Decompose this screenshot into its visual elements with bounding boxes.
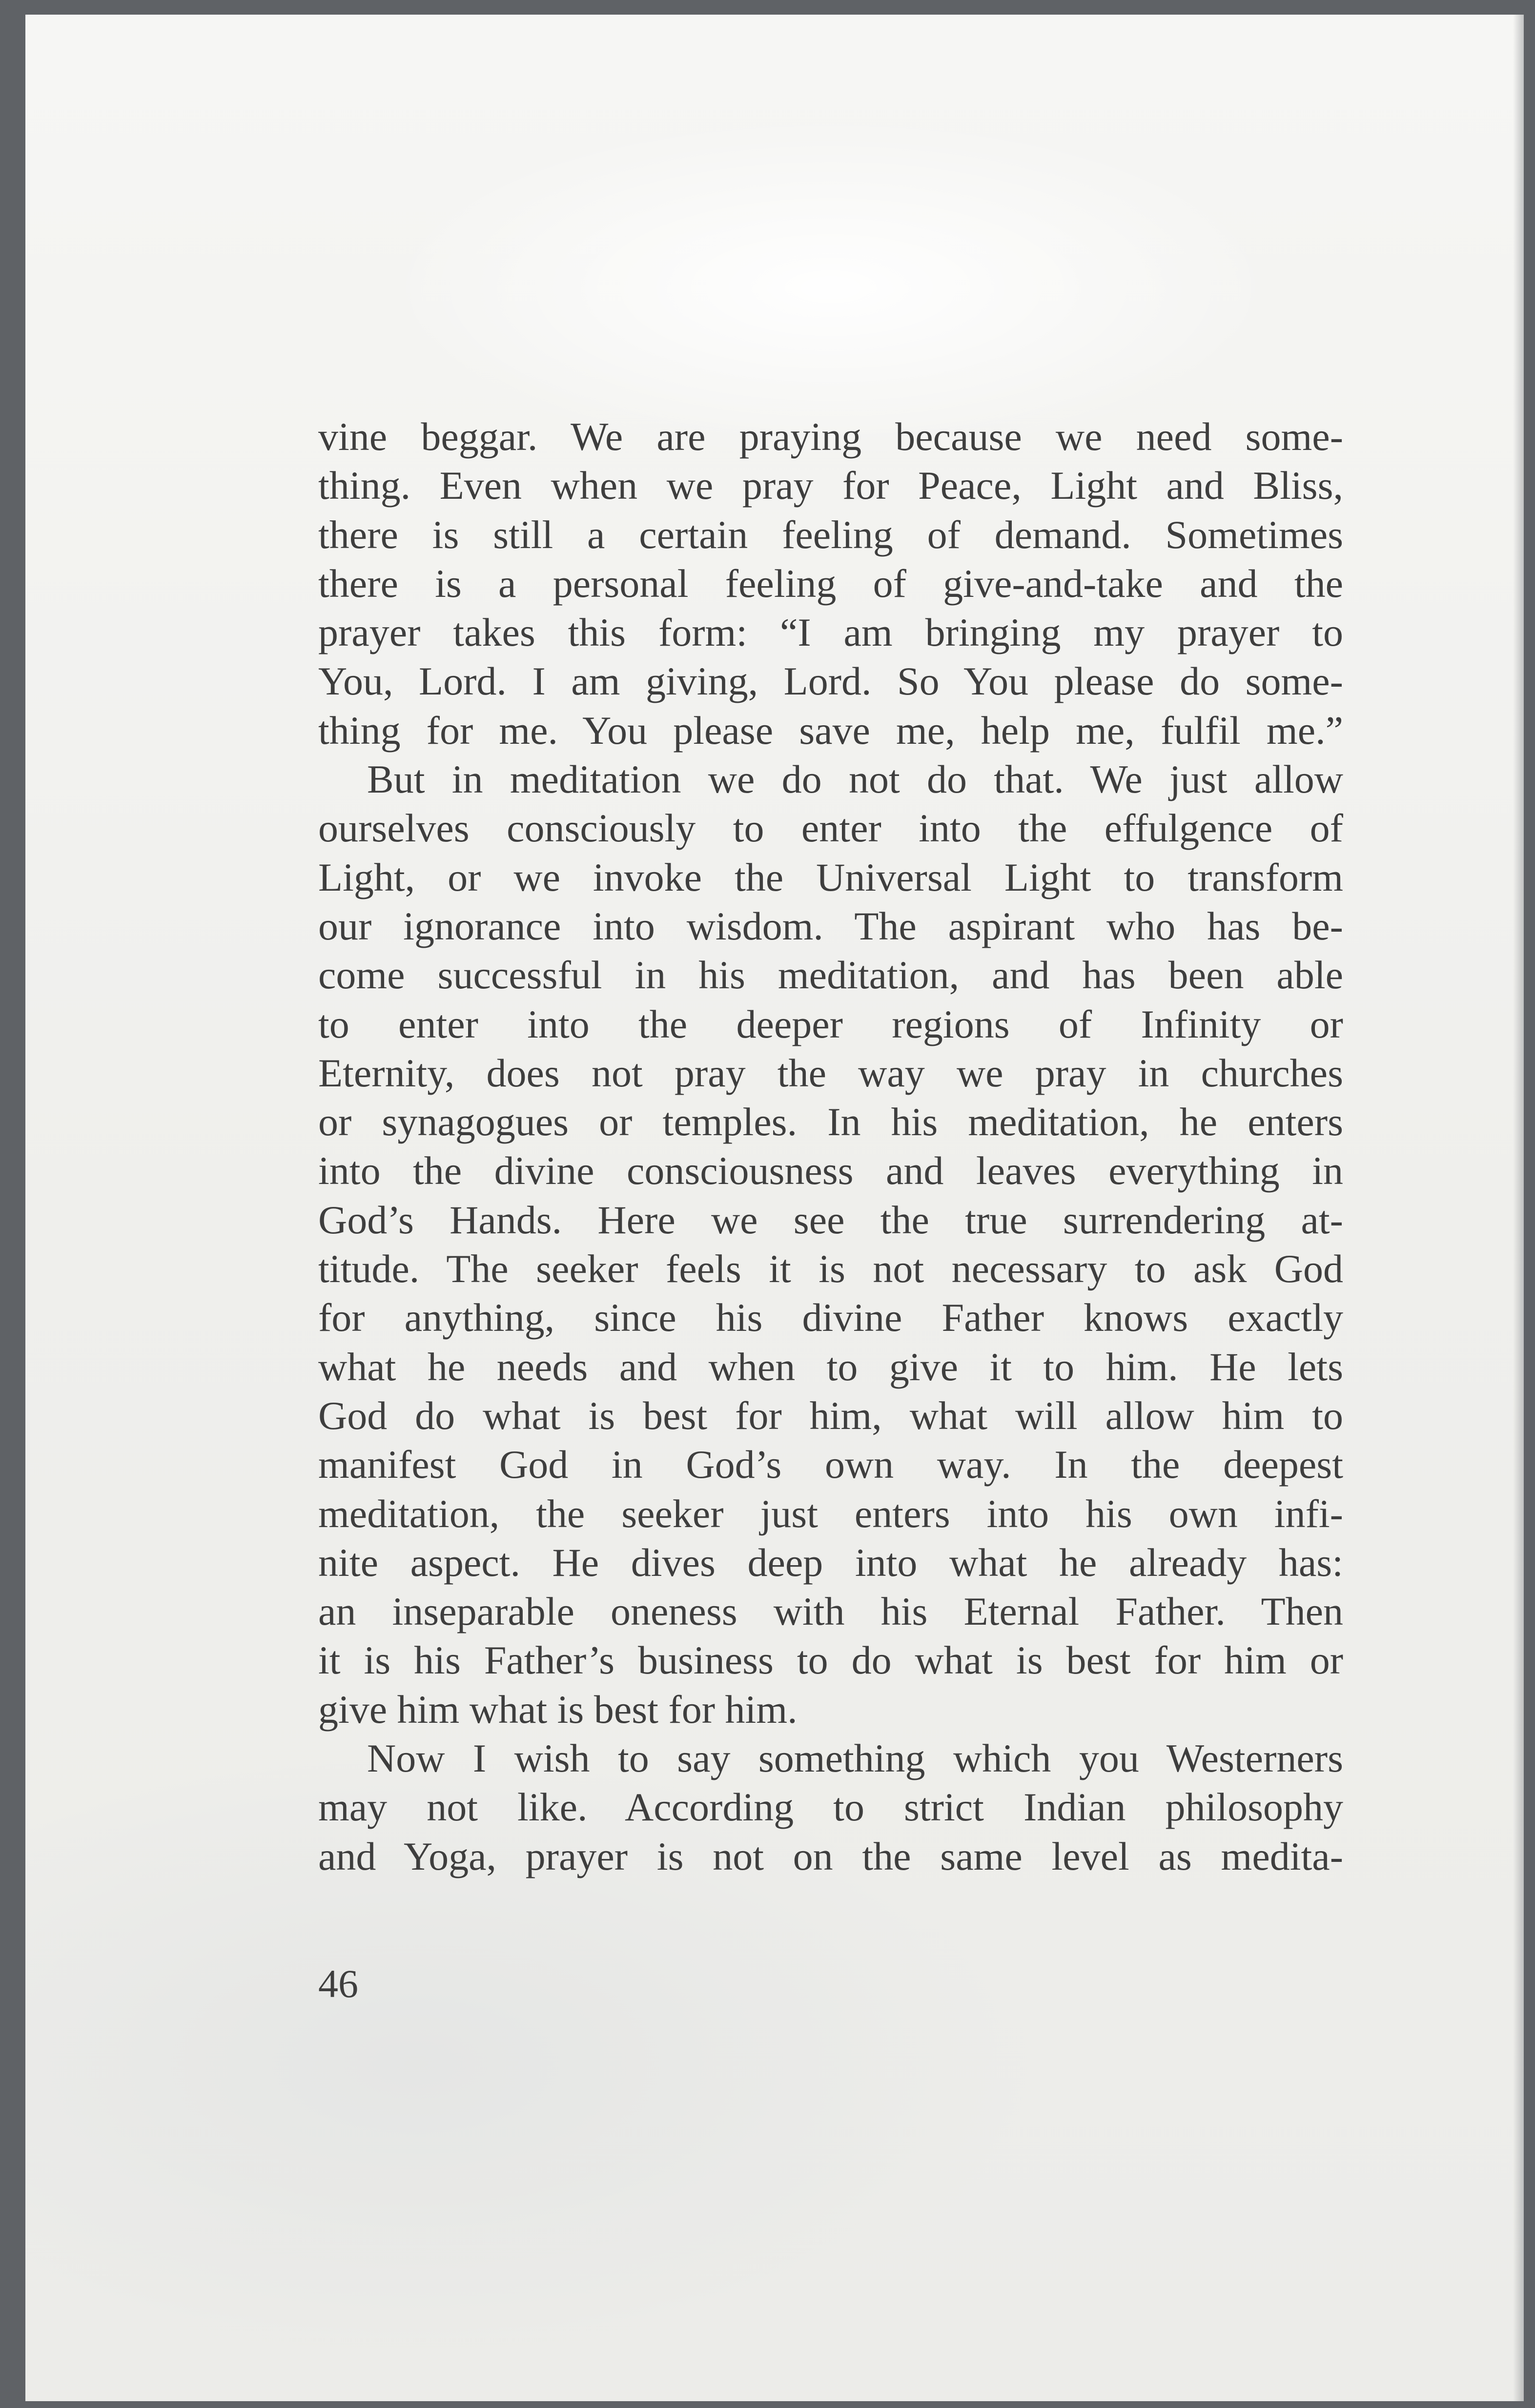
page-number: 46 [318, 1961, 358, 2006]
text-line: manifest God in God’s own way. In the deepest [318, 1442, 1343, 1487]
text-line: Now I wish to say something which you Westerners [367, 1736, 1343, 1781]
text-line: prayer takes this form: “I am bringing my prayer to [318, 610, 1343, 655]
text-line: ourselves consciously to enter into the effulgence of [318, 806, 1343, 851]
text-line: Eternity, does not pray the way we pray in churches [318, 1050, 1343, 1095]
text-line: You, Lord. I am giving, Lord. So You please do some- [318, 659, 1343, 704]
book-page [25, 15, 1524, 2401]
text-line: to enter into the deeper regions of Infinity or [318, 1001, 1343, 1046]
text-line: give him what is best for him. [318, 1687, 798, 1732]
text-line: titude. The seeker feels it is not necessary to ask God [318, 1246, 1343, 1291]
text-line: come successful in his meditation, and has been able [318, 953, 1343, 998]
text-line: an inseparable oneness with his Eternal Father. Then [318, 1589, 1343, 1634]
text-line: into the divine consciousness and leaves everything in [318, 1148, 1343, 1193]
text-line: nite aspect. He dives deep into what he already has: [318, 1540, 1343, 1585]
text-line: there is still a certain feeling of demand. Sometimes [318, 512, 1343, 557]
text-line: vine beggar. We are praying because we need some- [318, 414, 1343, 459]
text-line: or synagogues or temples. In his meditation, he enters [318, 1100, 1343, 1144]
text-line: it is his Father’s business to do what is best for him or [318, 1638, 1343, 1683]
paragraph-1 [318, 412, 1343, 755]
text-line: God do what is best for him, what will allow him to [318, 1393, 1343, 1438]
text-line: thing for me. You please save me, help me, fulfil me.” [318, 708, 1343, 753]
paragraph-2 [318, 755, 1343, 1734]
body-text [318, 412, 1343, 1881]
text-line: Light, or we invoke the Universal Light to transform [318, 855, 1343, 899]
text-line: may not like. According to strict Indian philosophy [318, 1785, 1343, 1830]
paragraph-3 [318, 1734, 1343, 1881]
text-line: for anything, since his divine Father knows exactly [318, 1295, 1343, 1340]
text-line: thing. Even when we pray for Peace, Light and Bliss, [318, 463, 1343, 508]
text-line: But in meditation we do not do that. We just allow [367, 757, 1343, 802]
text-line: God’s Hands. Here we see the true surrendering at- [318, 1197, 1343, 1242]
text-line: our ignorance into wisdom. The aspirant who has be- [318, 903, 1343, 948]
text-line: there is a personal feeling of give-and-take and the [318, 561, 1343, 606]
text-line: meditation, the seeker just enters into his own infi- [318, 1491, 1343, 1536]
text-line: what he needs and when to give it to him. He lets [318, 1344, 1343, 1389]
text-line: and Yoga, prayer is not on the same level as medita- [318, 1834, 1343, 1878]
page-edge-shadow [1513, 15, 1524, 2401]
